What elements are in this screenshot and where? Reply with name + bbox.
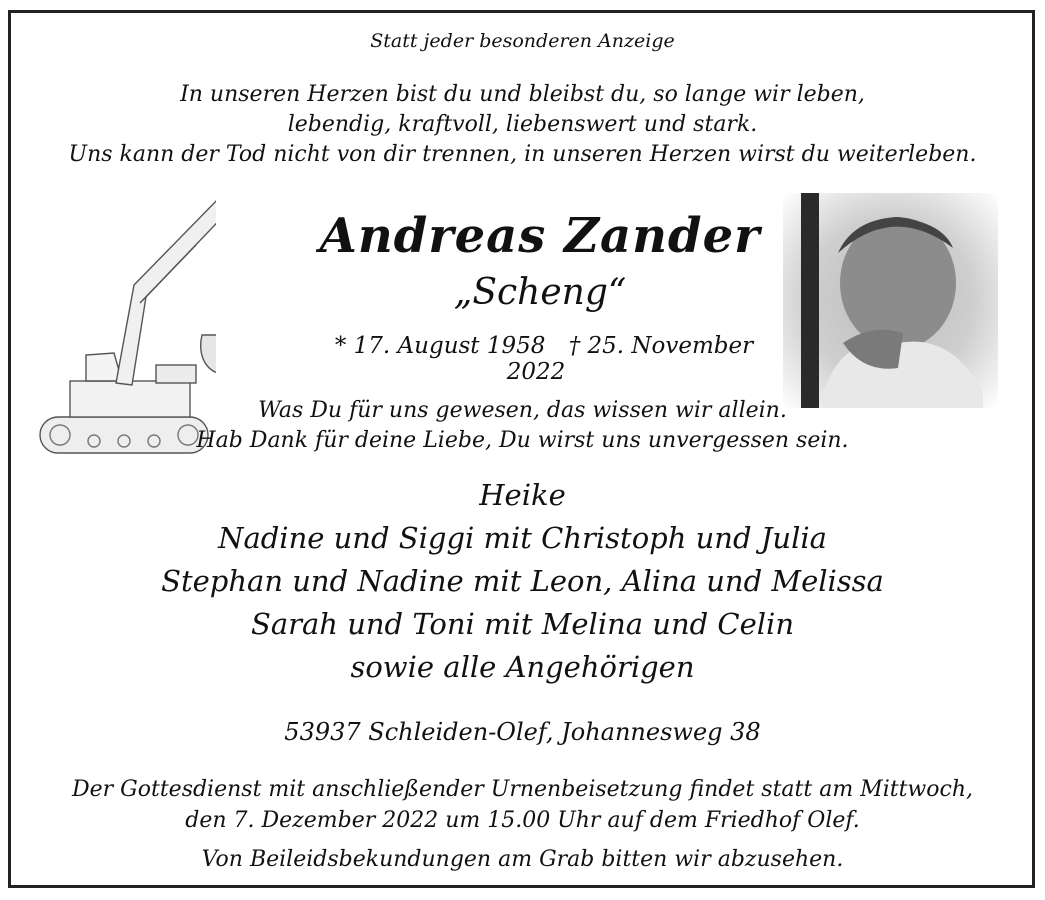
family-line-3: Stephan und Nadine mit Leon, Alina und Melissa: [161, 564, 884, 598]
quote-line-2: Hab Dank für deine Liebe, Du wirst uns unvergessen sein.: [196, 428, 849, 453]
address: 53937 Schleiden-Olef, Johannesweg 38: [284, 718, 761, 746]
condolence-note: Von Beileidsbekundungen am Grab bitten wir abzusehen.: [201, 847, 844, 872]
portrait-silhouette: [783, 193, 998, 408]
poem-line-2: lebendig, kraftvoll, liebenswert und stark.: [287, 112, 758, 137]
life-dates: [290, 333, 790, 385]
portrait-photo: [783, 193, 998, 408]
poem-line-1: In unseren Herzen bist du und bleibst du, so lange wir leben,: [180, 82, 865, 107]
service-line-1: Der Gottesdienst mit anschließender Urnenbeisetzung findet statt am Mittwoch,: [72, 777, 973, 802]
deceased-nickname: „Scheng“: [453, 272, 627, 313]
birth-date: * 17. August 1958: [334, 333, 546, 359]
family-line-5: sowie alle Angehörigen: [350, 650, 695, 684]
header-note: Statt jeder besonderen Anzeige: [370, 30, 675, 52]
death-date: † 25. November 2022: [506, 333, 754, 385]
quote-line-1: Was Du für uns gewesen, das wissen wir allein.: [258, 398, 787, 423]
family-line-4: Sarah und Toni mit Melina und Celin: [250, 607, 794, 641]
service-line-2: den 7. Dezember 2022 um 15.00 Uhr auf dem Friedhof Olef.: [185, 808, 860, 833]
family-line-2: Nadine und Siggi mit Christoph und Julia: [218, 521, 827, 555]
family-line-1: Heike: [479, 478, 566, 512]
poem-line-3: Uns kann der Tod nicht von dir trennen, in unseren Herzen wirst du weiterleben.: [68, 142, 977, 167]
deceased-name: Andreas Zander: [319, 208, 761, 264]
